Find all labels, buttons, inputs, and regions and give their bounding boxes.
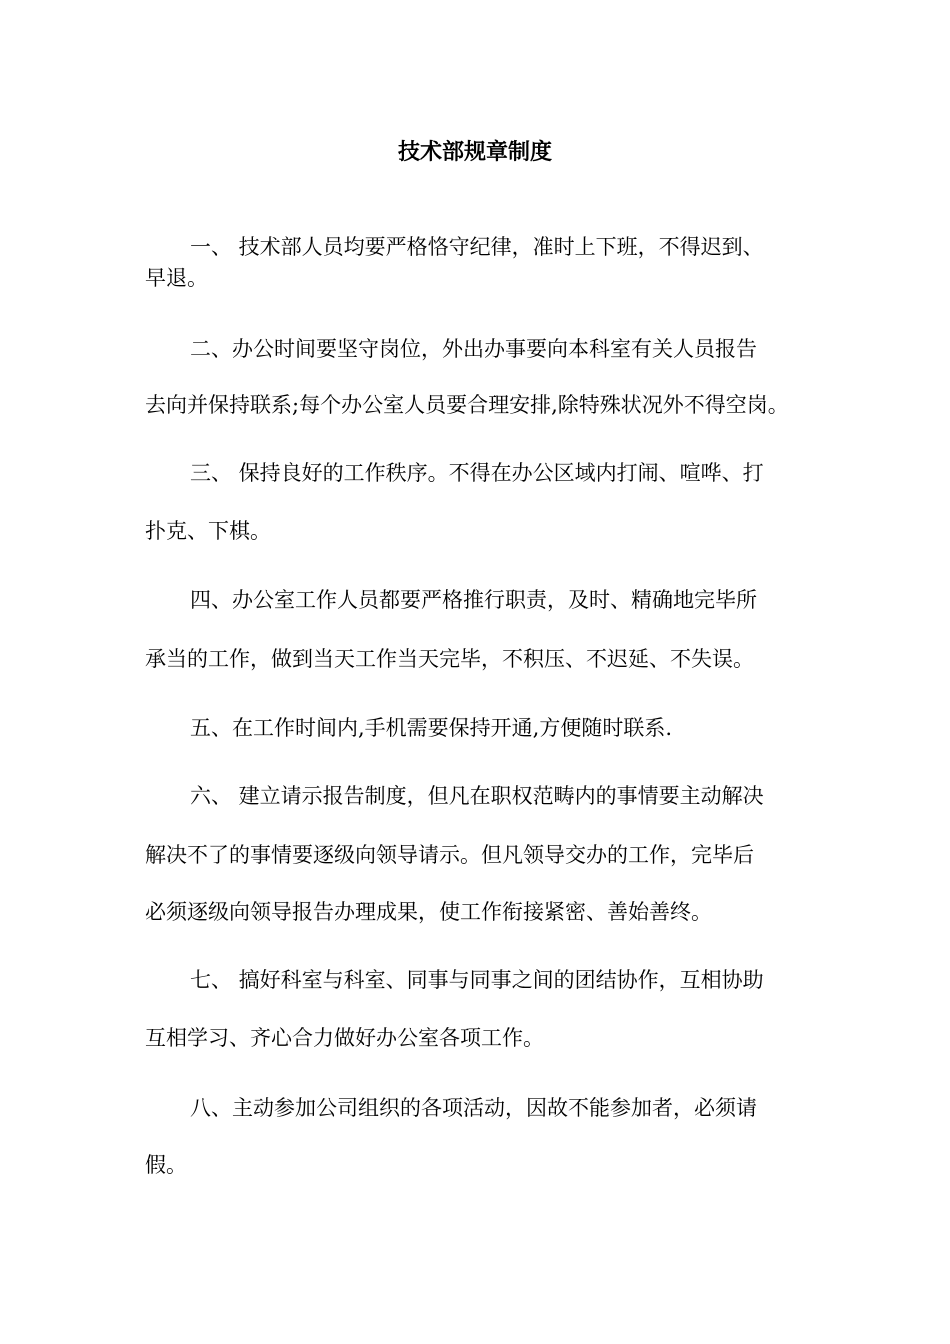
rule-3-line-1: 三、 保持良好的工作秩序。不得在办公区域内打闹、喧哗、打 <box>190 461 764 485</box>
rule-8-line-1: 八、主动参加公司组织的各项活动，因故不能参加者，必须请 <box>190 1096 757 1120</box>
rule-6-line-1: 六、 建立请示报告制度，但凡在职权范畴内的事情要主动解决 <box>190 784 764 808</box>
rule-3-line-2: 扑克、下棋。 <box>145 519 271 543</box>
rule-7-line-1: 七、 搞好科室与科室、同事与同事之间的团结协作，互相协助 <box>190 968 764 992</box>
rule-6-line-3: 必须逐级向领导报告办理成果，使工作衔接紧密、善始善终。 <box>145 900 712 924</box>
rule-2-line-1: 二、办公时间要坚守岗位，外出办事要向本科室有关人员报告 <box>190 337 757 361</box>
rule-1-line-1: 一、 技术部人员均要严格恪守纪律，准时上下班，不得迟到、 <box>190 235 764 259</box>
rule-7-line-2: 互相学习、齐心合力做好办公室各项工作。 <box>145 1026 544 1050</box>
rule-8-line-2: 假。 <box>145 1153 187 1177</box>
document-title: 技术部规章制度 <box>397 140 552 165</box>
rule-2-line-2: 去向并保持联系;每个办公室人员要合理安排,除特殊状况外不得空岗。 <box>145 393 789 417</box>
rule-1-line-2: 早退。 <box>145 266 208 290</box>
rule-5-line-1: 五、在工作时间内,手机需要保持开通,方便随时联系. <box>190 716 673 740</box>
rule-4-line-1: 四、办公室工作人员都要严格推行职责，及时、精确地完毕所 <box>190 588 757 612</box>
rule-6-line-2: 解决不了的事情要逐级向领导请示。但凡领导交办的工作，完毕后 <box>145 843 754 867</box>
rule-4-line-2: 承当的工作，做到当天工作当天完毕，不积压、不迟延、不失误。 <box>145 647 754 671</box>
